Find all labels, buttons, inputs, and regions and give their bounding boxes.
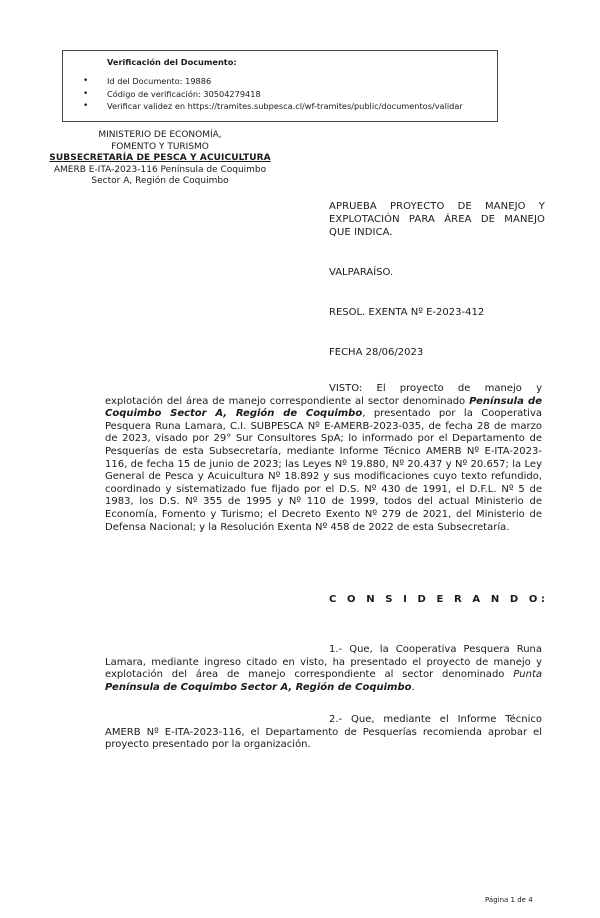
ministry-line-2: FOMENTO Y TURISMO bbox=[111, 141, 209, 152]
amerb-reference: AMERB E-ITA-2023-116 Península de Coquimbo bbox=[53, 164, 267, 175]
considerando-1-paragraph bbox=[105, 644, 542, 694]
ministry-line-1: MINISTERIO DE ECONOMÍA, bbox=[98, 130, 222, 140]
visto-paragraph bbox=[105, 383, 542, 534]
considerando-1-area-b: Península de Coquimbo Sector A, Región de Coquimbo bbox=[105, 681, 412, 693]
considerando-1-lead: 1.- Que, la Cooperativa Pesquera Runa Lamara, mediante ingreso citado en visto, ha presentado el proyecto de manejo y explotación del área de manejo correspondiente al sector denominado bbox=[105, 644, 542, 681]
document-subject: APRUEBA PROYECTO DE MANEJO Y EXPLOTACIÓN PARA ÁREA DE MANEJO QUE INDICA. bbox=[329, 201, 545, 238]
verification-document-id: • Id del Documento: 19886 bbox=[63, 75, 463, 88]
visto-lead: VISTO: El proyecto de manejo y explotación del área de manejo correspondiente al sector denominado bbox=[105, 383, 542, 407]
resolution-date: FECHA 28/06/2023 bbox=[329, 347, 424, 358]
visto-area-name: Península de Coquimbo Sector A, Región de Coquimbo bbox=[105, 395, 542, 420]
considerando-1-end: . bbox=[411, 681, 415, 693]
resolution-number: RESOL. EXENTA Nº E-2023-412 bbox=[329, 307, 485, 318]
considerando-heading: C O N S I D E R A N D O: bbox=[329, 594, 549, 605]
document-place: VALPARAÍSO. bbox=[329, 267, 394, 278]
page-number: Página 1 de 4 bbox=[485, 896, 533, 904]
verification-box bbox=[62, 50, 498, 122]
ministry-header bbox=[30, 130, 290, 188]
visto-rest: , presentado por la Cooperativa Pesquera Runa Lamara, C.I. SUBPESCA Nº E-AMERB-2023-035, de fecha 28 de marzo de 2023, visado por 29° Sur Consultores SpA; lo informado por el Departamento de Pesquerías de esta Subsecretaría, mediante Informe Técnico AMERB Nº E-ITA-2023-116, de fecha 15 de junio de 2023; las Leyes Nº 19.880, Nº 20.437 y Nº 20.657; la Ley General de Pesca y Acuicultura Nº 18.892 y sus modificaciones cuyo texto refundido, coordinado y sistematizado fue fijado por el D.S. Nº 430 de 1991, el D.F.L. Nº 5 de 1983, los D.S. Nº 355 de 1995 y Nº 110 de 1999, todos del actual Ministerio de Economía, Fomento y Turismo; el Decreto Exento Nº 279 de 2021, del Ministerio de Defensa Nacional; y la Resolución Exenta Nº 458 de 2022 de esta Subsecretaría. bbox=[105, 408, 542, 533]
verification-url[interactable]: • Verificar validez en https://tramites.subpesca.cl/wf-tramites/public/documentos/validar bbox=[63, 100, 463, 113]
considerando-2-paragraph: 2.- Que, mediante el Informe Técnico AMERB Nº E-ITA-2023-116, el Departamento de Pesquerías recomienda aprobar el proyecto presentado por la organización. bbox=[105, 714, 542, 751]
considerando-1-area-a: Punta bbox=[513, 669, 542, 681]
amerb-sector: Sector A, Región de Coquimbo bbox=[91, 176, 229, 187]
verification-list bbox=[63, 75, 463, 113]
subsecretaria-title: SUBSECRETARÍA DE PESCA Y ACUICULTURA bbox=[49, 153, 271, 164]
verification-code: • Código de verificación: 30504279418 bbox=[63, 88, 463, 101]
verification-title: Verificación del Documento: bbox=[107, 57, 237, 67]
